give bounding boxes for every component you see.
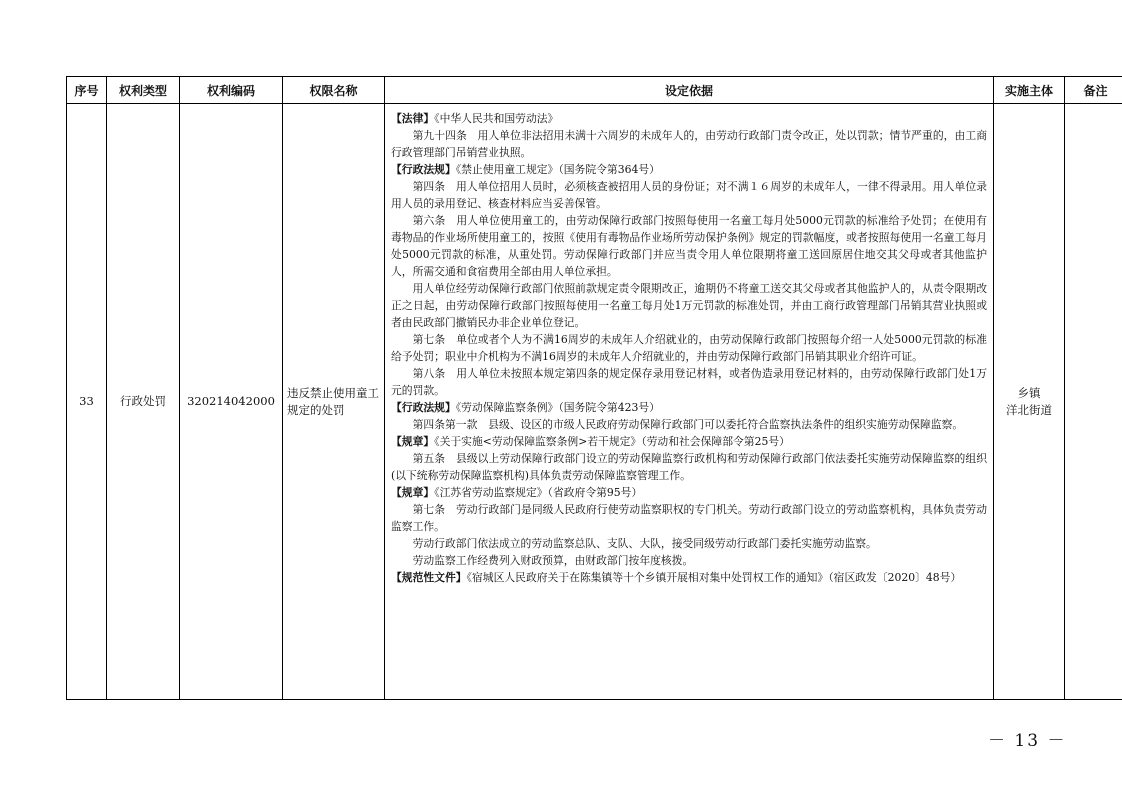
- page-number: － 13 －: [988, 731, 1067, 751]
- basis-text: 第四条第一款 县级、设区的市级人民政府劳动保障行政部门可以委托符合监察执法条件的组织实施劳动保障监察。: [412, 418, 964, 431]
- basis-text: 第四条 用人单位招用人员时，必须核查被招用人员的身份证；对不满１６周岁的未成年人，一律不得录用。用人单位录用人员的录用登记、核查材料应当妥善保管。: [391, 180, 987, 210]
- basis-paragraph: [391, 331, 987, 365]
- basis-text: 劳动监察工作经费列入财政预算，由财政部门按年度核拨。: [412, 554, 694, 567]
- row-basis: [385, 104, 994, 700]
- basis-paragraph: [391, 212, 987, 280]
- basis-text: 《劳动保障监察条例》（国务院令第423号）: [455, 401, 660, 414]
- header-name: 权限名称: [283, 77, 385, 104]
- basis-paragraph: [391, 161, 987, 178]
- basis-tag: 【行政法规】: [391, 401, 456, 414]
- basis-paragraph: [391, 569, 987, 586]
- basis-tag: 【法律】: [391, 112, 435, 125]
- basis-paragraph: [391, 399, 987, 416]
- basis-paragraph: [391, 484, 987, 501]
- basis-text: 第七条 单位或者个人为不满16周岁的未成年人介绍就业的，由劳动保障行政部门按照每介绍一人处5000元罚款的标准给予处罚；职业中介机构为不满16周岁的未成年人介绍就业的，并由劳动保障行政部门吊销其职业介绍许可证。: [391, 333, 987, 363]
- row-subject: 乡镇 洋北街道: [994, 104, 1065, 700]
- basis-text: 第九十四条 用人单位非法招用未满十六周岁的未成年人的，由劳动行政部门责令改正，处以罚款；情节严重的，由工商行政管理部门吊销营业执照。: [391, 129, 987, 159]
- basis-paragraph: [391, 501, 987, 535]
- basis-tag: 【行政法规】: [391, 163, 456, 176]
- basis-tag: 【规章】: [391, 486, 435, 499]
- basis-paragraph: [391, 127, 987, 161]
- basis-text: 第五条 县级以上劳动保障行政部门设立的劳动保障监察行政机构和劳动保障行政部门依法委托实施劳动保障监察的组织(以下统称劳动保障监察机构)具体负责劳动保障监察管理工作。: [391, 452, 987, 482]
- basis-paragraph: [391, 450, 987, 484]
- basis-text: 《中华人民共和国劳动法》: [434, 112, 559, 125]
- header-type: 权利类型: [107, 77, 180, 104]
- basis-text: 第七条 劳动行政部门是同级人民政府行使劳动监察职权的专门机关。劳动行政部门设立的劳动监察机构，具体负责劳动监察工作。: [391, 503, 987, 533]
- row-type: 行政处罚: [107, 104, 180, 700]
- basis-tag: 【规章】: [391, 435, 435, 448]
- basis-text: 用人单位经劳动保障行政部门依照前款规定责令限期改正，逾期仍不将童工送交其父母或者其他监护人的，从责令限期改正之日起，由劳动保障行政部门按照每使用一名童工每月处1万元罚款的标准处罚，并由工商行政管理部门吊销其营业执照或者由民政部门撤销民办非企业单位登记。: [391, 282, 987, 329]
- basis-paragraph: [391, 365, 987, 399]
- basis-text: 第六条 用人单位使用童工的，由劳动保障行政部门按照每使用一名童工每月处5000元罚款的标准给予处罚；在使用有毒物品的作业场所使用童工的，按照《使用有毒物品作业场所劳动保护条例》规定的罚款幅度，或者按照每使用一名童工每月处5000元罚款的标准，从重处罚。劳动保障行政部门并应当责令用人单位限期将童工送回原居住地交其父母或者其他监护人，所需交通和食宿费用全部由用人单位承担。: [391, 214, 987, 278]
- header-code: 权利编码: [180, 77, 283, 104]
- basis-paragraph: [391, 178, 987, 212]
- header-basis: 设定依据: [385, 77, 994, 104]
- header-subject: 实施主体: [994, 77, 1065, 104]
- basis-text: 《江苏省劳动监察规定》（省政府令第95号）: [434, 486, 643, 499]
- header-index: 序号: [67, 77, 107, 104]
- basis-paragraph: [391, 535, 987, 552]
- row-code: 320214042000: [180, 104, 283, 700]
- table-row: [67, 104, 1122, 700]
- header-remark: 备注: [1065, 77, 1122, 104]
- basis-paragraph: [391, 110, 987, 127]
- basis-text: 《关于实施<劳动保障监察条例>若干规定》（劳动和社会保障部令第25号）: [434, 435, 790, 448]
- basis-text: 《禁止使用童工规定》（国务院令第364号）: [455, 163, 660, 176]
- basis-tag: 【规范性文件】: [391, 571, 467, 584]
- basis-text: 《宿城区人民政府关于在陈集镇等十个乡镇开展相对集中处罚权工作的通知》（宿区政发〔2020〕48号）: [466, 571, 962, 584]
- basis-text: 劳动行政部门依法成立的劳动监察总队、支队、大队，接受同级劳动行政部门委托实施劳动监察。: [412, 537, 877, 550]
- basis-paragraph: [391, 552, 987, 569]
- basis-paragraph: [391, 433, 987, 450]
- power-list-table: [66, 76, 1122, 700]
- basis-paragraph: [391, 280, 987, 331]
- table-header-row: [67, 77, 1122, 104]
- basis-text: 第八条 用人单位未按照本规定第四条的规定保存录用登记材料，或者伪造录用登记材料的，由劳动保障行政部门处1万元的罚款。: [391, 367, 987, 397]
- row-index: 33: [67, 104, 107, 700]
- row-name: 违反禁止使用童工规定的处罚: [283, 104, 385, 700]
- row-remark: [1065, 104, 1122, 700]
- basis-paragraph: [391, 416, 987, 433]
